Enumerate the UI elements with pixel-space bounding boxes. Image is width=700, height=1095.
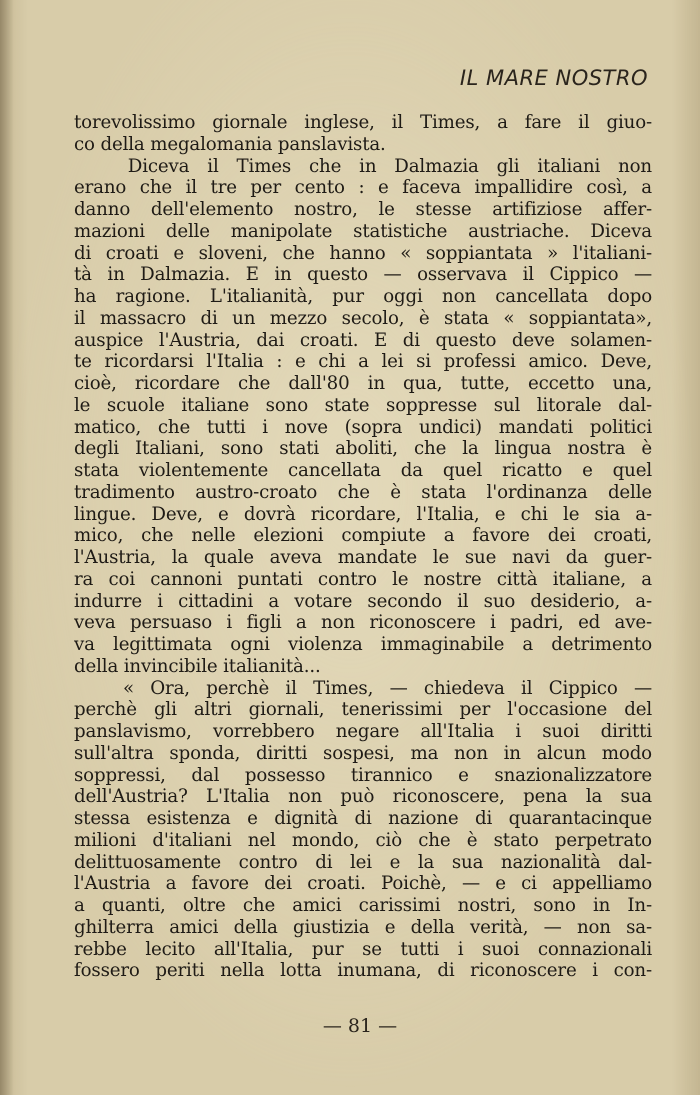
text-line: stata violentemente cancellata da quel ricatto e quel — [74, 460, 652, 481]
text-line: soppressi, dal possesso tirannico e snazionalizzatore — [74, 764, 652, 786]
text-line: perchè gli altri giornali, tenerissimi per l'occasione del — [74, 699, 652, 721]
text-line: le scuole italiane sono state soppresse sul litorale dal- — [74, 394, 652, 416]
text-line: ghilterra amici della giustizia e della verità, — non sa- — [74, 916, 652, 938]
text-line: panslavismo, vorrebbero negare all'Italia i suoi diritti — [74, 721, 652, 742]
page-spine-shadow — [0, 0, 14, 1095]
text-line: mico, che nelle elezioni compiute a favore dei croati, — [74, 525, 652, 547]
text-line: ra coi cannoni puntati contro le nostre città italiane, a — [74, 568, 652, 590]
text-line: degli Italiani, sono stati aboliti, che la lingua nostra è — [74, 438, 652, 460]
text-line: erano che il tre per cento : e faceva impallidire così, a — [74, 177, 652, 199]
text-line: torevolissimo giornale inglese, il Times, a fare il giuo- — [74, 112, 652, 133]
text-line: il massacro di un mezzo secolo, è stata « soppiantata», — [74, 307, 652, 329]
text-line: auspice l'Austria, dai croati. E di questo deve solamen- — [74, 329, 652, 351]
text-line: te ricordarsi l'Italia : e chi a lei si professi amico. Deve, — [74, 351, 652, 373]
text-line: rebbe lecito all'Italia, pur se tutti i suoi connazionali — [74, 938, 652, 960]
running-head: IL MARE NOSTRO — [459, 66, 648, 90]
text-line: Diceva il Times che in Dalmazia gli italiani non — [74, 155, 652, 177]
text-line: « Ora, perchè il Times, — chiedeva il Cippico — — [74, 677, 652, 699]
text-line: sull'altra sponda, diritti sospesi, ma non in alcun modo — [74, 742, 652, 764]
text-line: della invincibile italianità... — [74, 655, 321, 677]
text-line: l'Austria, la quale aveva mandate le sue navi da guer- — [74, 547, 652, 568]
text-line: a quanti, oltre che amici carissimi nostri, sono in In- — [74, 895, 652, 916]
text-line: matico, che tutti i nove (sopra undici) mandati politici — [74, 416, 652, 438]
text-line: di croati e sloveni, che hanno « soppiantata » l'italiani- — [74, 242, 652, 264]
text-line: cioè, ricordare che dall'80 in qua, tutte, eccetto una, — [74, 373, 652, 394]
page-number: — 81 — — [322, 1015, 398, 1037]
text-line: fossero periti nella lotta inumana, di riconoscere i con- — [74, 960, 652, 982]
text-line: veva persuaso i figli a non riconoscere i padri, ed ave- — [74, 612, 652, 634]
text-line: milioni d'italiani nel mondo, ciò che è stato perpetrato — [74, 829, 652, 851]
text-line: co della megalomania panslavista. — [74, 133, 386, 155]
body-text — [74, 112, 652, 982]
text-line: ha ragione. L'italianità, pur oggi non cancellata dopo — [74, 286, 652, 307]
text-line: va legittimata ogni violenza immaginabile a detrimento — [74, 634, 652, 655]
text-line: lingue. Deve, e dovrà ricordare, l'Italia, e chi le sia a- — [74, 503, 652, 525]
text-line: tradimento austro-croato che è stata l'ordinanza delle — [74, 481, 652, 503]
text-line: tà in Dalmazia. E in questo — osservava il Cippico — — [74, 264, 652, 286]
text-line: dell'Austria? L'Italia non può riconoscere, pena la sua — [74, 786, 652, 808]
text-line: mazioni delle manipolate statistiche austriache. Diceva — [74, 220, 652, 242]
text-line: l'Austria a favore dei croati. Poichè, — e ci appelliamo — [74, 873, 652, 895]
text-line: stessa esistenza e dignità di nazione di quarantacinque — [74, 808, 652, 829]
text-line: indurre i cittadini a votare secondo il suo desiderio, a- — [74, 590, 652, 612]
text-line: danno dell'elemento nostro, le stesse artifiziose affer- — [74, 199, 652, 220]
text-line: delittuosamente contro di lei e la sua nazionalità dal- — [74, 851, 652, 873]
